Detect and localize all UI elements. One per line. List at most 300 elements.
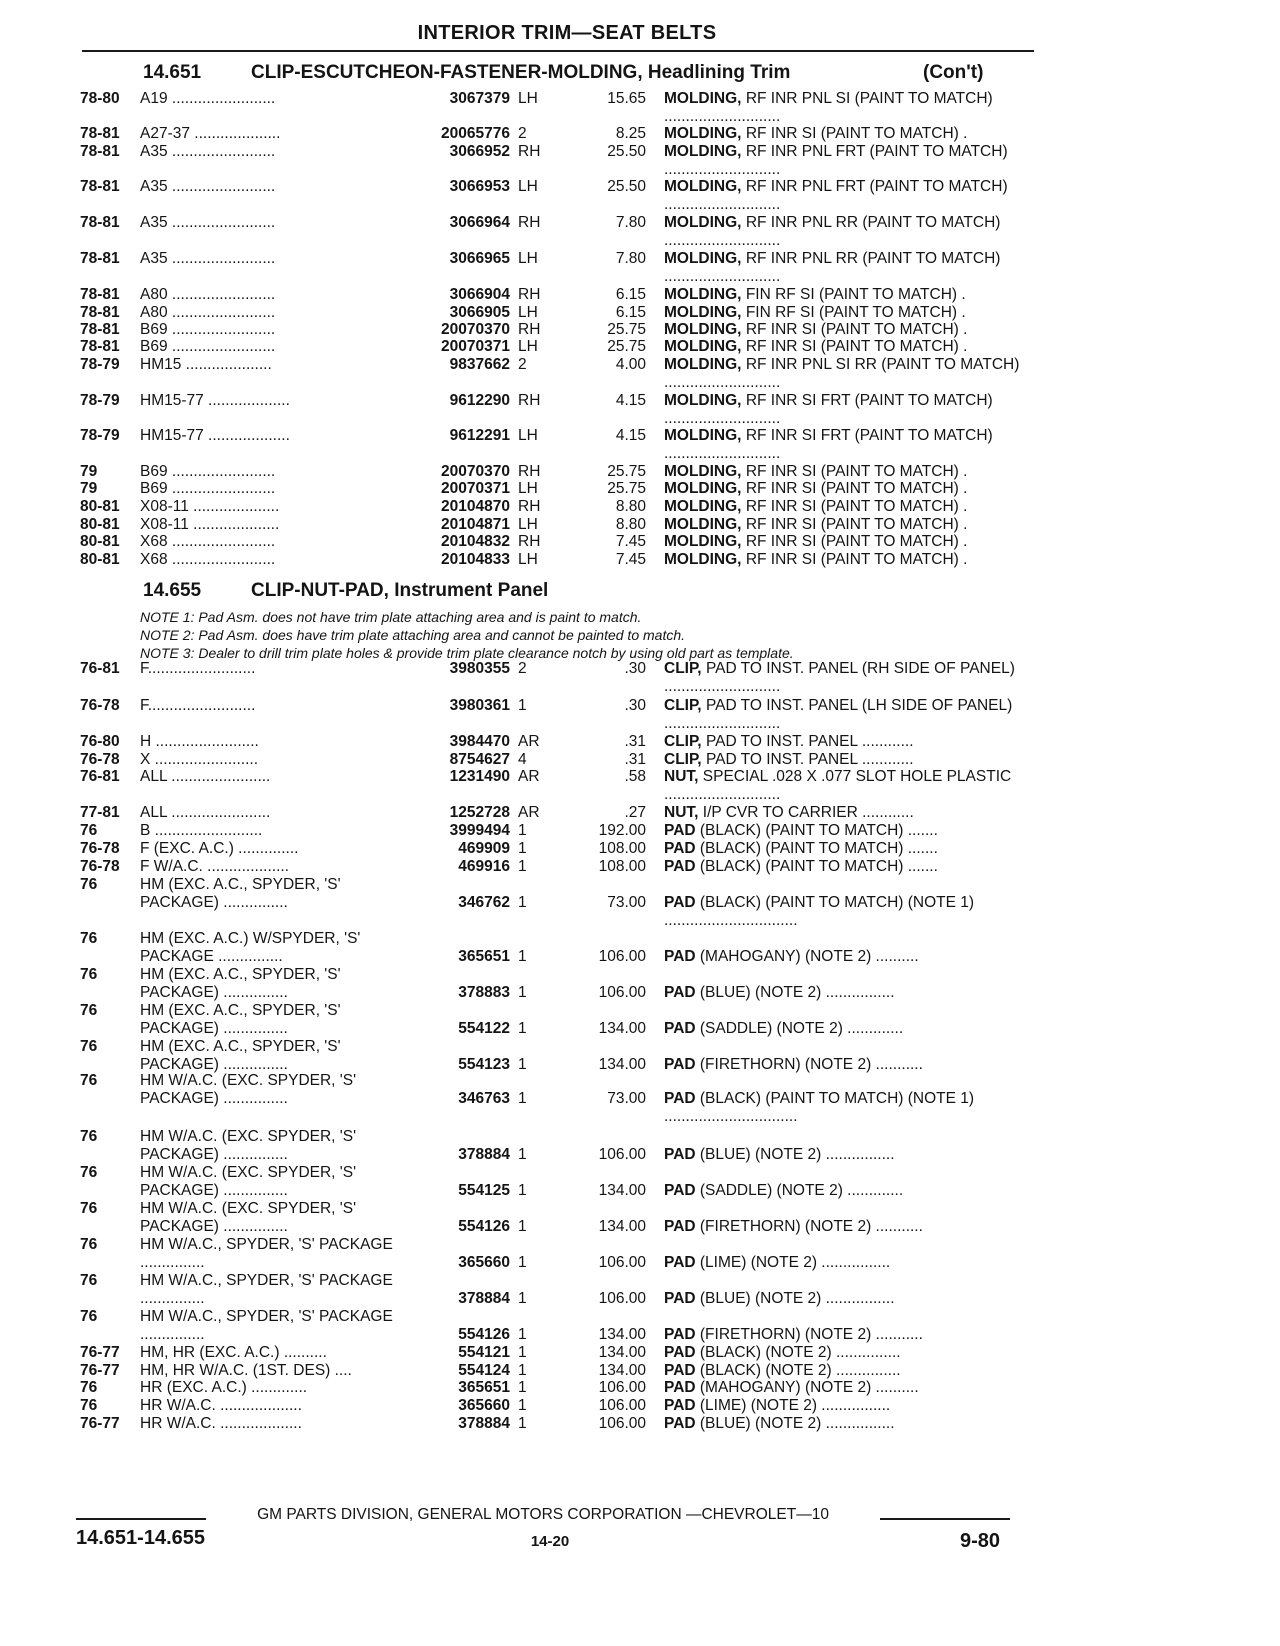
price: 8.80 xyxy=(615,516,646,533)
description-keyword: MOLDING, xyxy=(664,551,742,568)
quantity: 1 xyxy=(518,1344,527,1361)
quantity: RH xyxy=(518,286,541,303)
table-row xyxy=(0,143,1280,181)
description-text: (FIRETHORN) (NOTE 2) ........... xyxy=(699,1218,923,1235)
description xyxy=(664,304,1020,322)
description-keyword: CLIP, xyxy=(664,751,702,768)
price: 134.00 xyxy=(598,1218,646,1235)
footer-section-range: 14.651-14.655 xyxy=(76,1527,206,1549)
part-number: 3066964 xyxy=(449,214,510,231)
model-code: HR (EXC. A.C.) ............. xyxy=(140,1379,308,1396)
model-code: B69 ........................ xyxy=(140,480,276,497)
description-text: (FIRETHORN) (NOTE 2) ........... xyxy=(699,1056,923,1073)
description-text: (LIME) (NOTE 2) ................ xyxy=(699,1397,891,1414)
section-number: 14.655 xyxy=(143,580,202,601)
footer-page-number: 14-20 xyxy=(530,1533,570,1550)
description-text: RF INR SI (PAINT TO MATCH) . xyxy=(745,498,968,515)
year-range: 76-78 xyxy=(80,751,120,768)
price: .30 xyxy=(624,660,646,677)
year-range: 78-80 xyxy=(80,90,120,107)
description-text: PAD TO INST. PANEL ............ xyxy=(705,733,914,750)
description xyxy=(664,392,1020,428)
quantity: 1 xyxy=(518,948,527,965)
model-code: F (EXC. A.C.) .............. xyxy=(140,840,299,857)
year-range: 76 xyxy=(80,930,98,947)
model-code: A35 ........................ xyxy=(140,178,276,195)
description-text: (BLACK) (PAINT TO MATCH) (NOTE 1) ............................... xyxy=(664,1090,975,1125)
quantity: RH xyxy=(518,321,541,338)
description-text: (BLACK) (PAINT TO MATCH) ....... xyxy=(699,840,938,857)
continued-label: (Con't) xyxy=(923,62,984,83)
description-text: RF INR SI (PAINT TO MATCH) . xyxy=(745,533,968,550)
price: 134.00 xyxy=(598,1326,646,1343)
quantity: 1 xyxy=(518,1415,527,1432)
description xyxy=(664,1146,1020,1164)
table-row xyxy=(0,1236,1280,1274)
price: 25.75 xyxy=(607,338,646,355)
quantity: LH xyxy=(518,427,538,444)
description-text: RF INR SI FRT (PAINT TO MATCH) ........................... xyxy=(664,392,993,427)
quantity: 1 xyxy=(518,1020,527,1037)
description xyxy=(664,90,1020,126)
table-row xyxy=(0,660,1280,698)
price: 73.00 xyxy=(607,1090,646,1107)
price: .30 xyxy=(624,697,646,714)
part-number: 3980361 xyxy=(449,697,510,714)
quantity: RH xyxy=(518,498,541,515)
description-text: (BLUE) (NOTE 2) ................ xyxy=(699,1415,895,1432)
description xyxy=(664,125,1020,143)
description-text: (BLACK) (NOTE 2) ............... xyxy=(699,1362,901,1379)
quantity: 1 xyxy=(518,1379,527,1396)
description-keyword: MOLDING, xyxy=(664,463,742,480)
description xyxy=(664,1326,1020,1344)
part-number: 554122 xyxy=(458,1020,510,1037)
description xyxy=(664,948,1020,966)
year-range: 80-81 xyxy=(80,516,120,533)
part-number: 8754627 xyxy=(449,751,510,768)
price: 6.15 xyxy=(615,304,646,321)
part-number: 378884 xyxy=(458,1146,510,1163)
part-number: 3066904 xyxy=(449,286,510,303)
year-range: 76-78 xyxy=(80,858,120,875)
description-keyword: PAD xyxy=(664,1056,696,1073)
description-keyword: MOLDING, xyxy=(664,178,742,195)
model-code: HM (EXC. A.C., SPYDER, 'S' PACKAGE) ............... xyxy=(140,966,341,1001)
description-keyword: MOLDING, xyxy=(664,392,742,409)
part-number: 20065776 xyxy=(441,125,510,142)
model-code: A80 ........................ xyxy=(140,286,276,303)
year-range: 76 xyxy=(80,1002,98,1019)
description xyxy=(664,356,1020,392)
price: 106.00 xyxy=(598,1397,646,1414)
part-number: 20070371 xyxy=(441,480,510,497)
description xyxy=(664,321,1020,339)
description xyxy=(664,427,1020,463)
description xyxy=(664,143,1020,179)
quantity: 1 xyxy=(518,1146,527,1163)
quantity: RH xyxy=(518,143,541,160)
description-keyword: PAD xyxy=(664,1326,696,1343)
year-range: 76 xyxy=(80,1200,98,1217)
price: 4.00 xyxy=(615,356,646,373)
part-number: 365660 xyxy=(458,1397,510,1414)
model-code: B69 ........................ xyxy=(140,338,276,355)
table-row xyxy=(0,1272,1280,1310)
description-keyword: MOLDING, xyxy=(664,143,742,160)
price: 7.45 xyxy=(615,551,646,568)
year-range: 78-81 xyxy=(80,143,120,160)
model-code: A35 ........................ xyxy=(140,143,276,160)
model-code: A19 ........................ xyxy=(140,90,276,107)
description-keyword: CLIP, xyxy=(664,697,702,714)
quantity: 1 xyxy=(518,1090,527,1107)
part-number: 469909 xyxy=(458,840,510,857)
price: 106.00 xyxy=(598,1415,646,1432)
description-text: (BLUE) (NOTE 2) ................ xyxy=(699,1146,895,1163)
description-text: (SADDLE) (NOTE 2) ............. xyxy=(699,1182,904,1199)
description-text: RF INR PNL SI RR (PAINT TO MATCH) ........................... xyxy=(664,356,1020,391)
description-keyword: PAD xyxy=(664,1254,696,1271)
year-range: 76-81 xyxy=(80,768,120,785)
table-row xyxy=(0,90,1280,128)
part-number: 365651 xyxy=(458,1379,510,1396)
quantity: LH xyxy=(518,90,538,107)
quantity: 2 xyxy=(518,356,527,373)
year-range: 76 xyxy=(80,1236,98,1253)
part-number: 346763 xyxy=(458,1090,510,1107)
description xyxy=(664,250,1020,286)
section-number: 14.651 xyxy=(143,62,202,83)
price: 7.80 xyxy=(615,250,646,267)
table-row xyxy=(0,1002,1280,1040)
year-range: 78-81 xyxy=(80,178,120,195)
price: .31 xyxy=(624,733,646,750)
quantity: 1 xyxy=(518,1182,527,1199)
quantity: 2 xyxy=(518,125,527,142)
year-range: 76 xyxy=(80,1308,98,1325)
part-number: 3067379 xyxy=(449,90,510,107)
description xyxy=(664,551,1020,569)
description xyxy=(664,286,1020,304)
part-number: 554125 xyxy=(458,1182,510,1199)
part-number: 378884 xyxy=(458,1415,510,1432)
price: 73.00 xyxy=(607,894,646,911)
quantity: 1 xyxy=(518,1056,527,1073)
model-code: A35 ........................ xyxy=(140,214,276,231)
part-number: 9612291 xyxy=(449,427,510,444)
description xyxy=(664,822,1020,840)
quantity: 1 xyxy=(518,1397,527,1414)
description xyxy=(664,1362,1020,1380)
description xyxy=(664,858,1020,876)
quantity: RH xyxy=(518,463,541,480)
year-range: 79 xyxy=(80,463,98,480)
table-row xyxy=(0,1308,1280,1346)
part-number: 554121 xyxy=(458,1344,510,1361)
part-number: 3066952 xyxy=(449,143,510,160)
quantity: LH xyxy=(518,304,538,321)
year-range: 76 xyxy=(80,1272,98,1289)
quantity: LH xyxy=(518,480,538,497)
description-keyword: MOLDING, xyxy=(664,498,742,515)
model-code: X68 ........................ xyxy=(140,551,276,568)
description-keyword: PAD xyxy=(664,1415,696,1432)
table-row xyxy=(0,214,1280,252)
description xyxy=(664,1290,1020,1308)
footer-publisher: GM PARTS DIVISION, GENERAL MOTORS CORPORATION —CHEVROLET—10 xyxy=(257,1506,829,1523)
description xyxy=(664,840,1020,858)
model-code: HM, HR (EXC. A.C.) .......... xyxy=(140,1344,327,1361)
description xyxy=(664,1020,1020,1038)
description xyxy=(664,804,1020,822)
part-number: 3999494 xyxy=(449,822,510,839)
description-keyword: MOLDING, xyxy=(664,321,742,338)
part-number: 378883 xyxy=(458,984,510,1001)
description xyxy=(664,463,1020,481)
description-keyword: PAD xyxy=(664,1290,696,1307)
quantity: LH xyxy=(518,551,538,568)
price: 4.15 xyxy=(615,427,646,444)
section-heading-14-651 xyxy=(143,62,984,84)
model-code: F......................... xyxy=(140,697,256,714)
description-keyword: MOLDING, xyxy=(664,90,742,107)
description-text: (BLACK) (PAINT TO MATCH) ....... xyxy=(699,858,938,875)
model-code: HM W/A.C., SPYDER, 'S' PACKAGE ............... xyxy=(140,1272,393,1307)
price: 106.00 xyxy=(598,1379,646,1396)
quantity: LH xyxy=(518,338,538,355)
quantity: 1 xyxy=(518,1290,527,1307)
note-1: NOTE 1: Pad Asm. does not have trim plate attaching area and is paint to match. xyxy=(140,609,642,625)
quantity: 1 xyxy=(518,1362,527,1379)
price: 25.50 xyxy=(607,178,646,195)
description-keyword: NUT, xyxy=(664,804,699,821)
section-title: CLIP-NUT-PAD, Instrument Panel xyxy=(251,580,549,601)
model-code: A35 ........................ xyxy=(140,250,276,267)
description xyxy=(664,1379,1020,1397)
part-number: 9837662 xyxy=(449,356,510,373)
price: 106.00 xyxy=(598,1254,646,1271)
description-keyword: PAD xyxy=(664,1090,696,1107)
price: 134.00 xyxy=(598,1020,646,1037)
description xyxy=(664,984,1020,1002)
description-text: (SADDLE) (NOTE 2) ............. xyxy=(699,1020,904,1037)
quantity: 1 xyxy=(518,697,527,714)
part-number: 20104870 xyxy=(441,498,510,515)
quantity: 1 xyxy=(518,858,527,875)
description-keyword: PAD xyxy=(664,1146,696,1163)
description-text: RF INR SI (PAINT TO MATCH) . xyxy=(745,516,968,533)
section-title: CLIP-ESCUTCHEON-FASTENER-MOLDING, Headlining Trim xyxy=(251,62,791,83)
price: 7.45 xyxy=(615,533,646,550)
description-keyword: MOLDING, xyxy=(664,250,742,267)
price: 7.80 xyxy=(615,214,646,231)
table-row xyxy=(0,768,1280,806)
price: 108.00 xyxy=(598,858,646,875)
year-range: 78-79 xyxy=(80,392,120,409)
model-code: HM15 .................... xyxy=(140,356,272,373)
table-row xyxy=(0,930,1280,968)
model-code: A27-37 .................... xyxy=(140,125,281,142)
description-keyword: PAD xyxy=(664,1362,696,1379)
year-range: 76-77 xyxy=(80,1362,120,1379)
model-code: HM W/A.C. (EXC. SPYDER, 'S' PACKAGE) ............... xyxy=(140,1164,357,1199)
price: 15.65 xyxy=(607,90,646,107)
price: 134.00 xyxy=(598,1056,646,1073)
model-code: HM (EXC. A.C., SPYDER, 'S' PACKAGE) ............... xyxy=(140,1002,341,1037)
description-text: (BLACK) (PAINT TO MATCH) (NOTE 1) ............................... xyxy=(664,894,975,929)
price: 25.50 xyxy=(607,143,646,160)
part-number: 1252728 xyxy=(449,804,510,821)
part-number: 20070371 xyxy=(441,338,510,355)
quantity: RH xyxy=(518,214,541,231)
note-2: NOTE 2: Pad Asm. does have trim plate attaching area and cannot be painted to match. xyxy=(140,627,686,643)
table-row xyxy=(0,250,1280,288)
note-3: NOTE 3: Dealer to drill trim plate holes & provide trim plate clearance notch by using old part as template. xyxy=(140,645,794,661)
description-text: PAD TO INST. PANEL ............ xyxy=(705,751,914,768)
model-code: HM (EXC. A.C., SPYDER, 'S' PACKAGE) ............... xyxy=(140,1038,341,1073)
price: .58 xyxy=(624,768,646,785)
model-code: B69 ........................ xyxy=(140,321,276,338)
description xyxy=(664,178,1020,214)
quantity: AR xyxy=(518,733,540,750)
quantity: 1 xyxy=(518,984,527,1001)
quantity: LH xyxy=(518,250,538,267)
footer-rule xyxy=(76,1518,206,1520)
description-keyword: MOLDING, xyxy=(664,304,742,321)
description xyxy=(664,894,1020,930)
model-code: HR W/A.C. ................... xyxy=(140,1415,302,1432)
description-keyword: PAD xyxy=(664,1020,696,1037)
description-keyword: MOLDING, xyxy=(664,286,742,303)
model-code: H ........................ xyxy=(140,733,259,750)
description-keyword: PAD xyxy=(664,1344,696,1361)
description xyxy=(664,768,1020,804)
description-text: (BLACK) (NOTE 2) ............... xyxy=(699,1344,901,1361)
year-range: 76 xyxy=(80,822,98,839)
model-code: X ........................ xyxy=(140,751,258,768)
quantity: 1 xyxy=(518,822,527,839)
part-number: 3984470 xyxy=(449,733,510,750)
year-range: 78-81 xyxy=(80,214,120,231)
description-keyword: PAD xyxy=(664,948,696,965)
description-text: (MAHOGANY) (NOTE 2) .......... xyxy=(699,1379,919,1396)
description xyxy=(664,751,1020,769)
description-text: FIN RF SI (PAINT TO MATCH) . xyxy=(745,286,966,303)
description-text: (BLUE) (NOTE 2) ................ xyxy=(699,984,895,1001)
description xyxy=(664,697,1020,733)
price: 25.75 xyxy=(607,321,646,338)
description-text: PAD TO INST. PANEL (RH SIDE OF PANEL) ........................... xyxy=(664,660,1015,695)
year-range: 78-81 xyxy=(80,250,120,267)
year-range: 78-81 xyxy=(80,321,120,338)
year-range: 80-81 xyxy=(80,498,120,515)
description-keyword: CLIP, xyxy=(664,733,702,750)
description-keyword: MOLDING, xyxy=(664,125,742,142)
table-row xyxy=(0,966,1280,1004)
part-number: 20104832 xyxy=(441,533,510,550)
year-range: 76 xyxy=(80,876,98,893)
description-keyword: PAD xyxy=(664,1218,696,1235)
part-number: 3066965 xyxy=(449,250,510,267)
part-number: 346762 xyxy=(458,894,510,911)
description xyxy=(664,533,1020,551)
year-range: 79 xyxy=(80,480,98,497)
model-code: X08-11 .................... xyxy=(140,516,280,533)
page-title: INTERIOR TRIM—SEAT BELTS xyxy=(417,22,717,44)
table-row xyxy=(0,1200,1280,1238)
price: 6.15 xyxy=(615,286,646,303)
year-range: 76 xyxy=(80,1379,98,1396)
part-number: 554126 xyxy=(458,1326,510,1343)
table-row xyxy=(0,1415,1280,1453)
header-rule xyxy=(82,50,1034,52)
description-text: (LIME) (NOTE 2) ................ xyxy=(699,1254,891,1271)
price: 108.00 xyxy=(598,840,646,857)
description xyxy=(664,1397,1020,1415)
quantity: 1 xyxy=(518,1218,527,1235)
description-keyword: MOLDING, xyxy=(664,480,742,497)
part-number: 3980355 xyxy=(449,660,510,677)
table-row xyxy=(0,392,1280,430)
model-code: HR W/A.C. ................... xyxy=(140,1397,302,1414)
model-code: F W/A.C. ................... xyxy=(140,858,289,875)
table-row xyxy=(0,1128,1280,1166)
description-text: I/P CVR TO CARRIER ............ xyxy=(702,804,914,821)
description-keyword: PAD xyxy=(664,984,696,1001)
price: 134.00 xyxy=(598,1362,646,1379)
year-range: 76-78 xyxy=(80,840,120,857)
part-number: 554124 xyxy=(458,1362,510,1379)
description-text: PAD TO INST. PANEL (LH SIDE OF PANEL) ........................... xyxy=(664,697,1013,732)
description-keyword: PAD xyxy=(664,1379,696,1396)
description-text: RF INR SI (PAINT TO MATCH) . xyxy=(745,551,968,568)
quantity: 4 xyxy=(518,751,527,768)
part-number: 469916 xyxy=(458,858,510,875)
quantity: AR xyxy=(518,768,540,785)
part-number: 9612290 xyxy=(449,392,510,409)
description xyxy=(664,1415,1020,1433)
part-number: 365660 xyxy=(458,1254,510,1271)
part-number: 1231490 xyxy=(449,768,510,785)
year-range: 76 xyxy=(80,1397,98,1414)
description-text: (MAHOGANY) (NOTE 2) .......... xyxy=(699,948,919,965)
description-keyword: MOLDING, xyxy=(664,356,742,373)
quantity: 2 xyxy=(518,660,527,677)
model-code: ALL ....................... xyxy=(140,768,271,785)
year-range: 76-77 xyxy=(80,1344,120,1361)
part-number: 554123 xyxy=(458,1056,510,1073)
description xyxy=(664,1254,1020,1272)
table-row xyxy=(0,427,1280,465)
price: 4.15 xyxy=(615,392,646,409)
description-keyword: MOLDING, xyxy=(664,533,742,550)
description-keyword: MOLDING, xyxy=(664,338,742,355)
description-text: RF INR PNL FRT (PAINT TO MATCH) ........................... xyxy=(664,143,1008,178)
model-code: HM W/A.C., SPYDER, 'S' PACKAGE ............... xyxy=(140,1236,393,1271)
quantity: LH xyxy=(518,516,538,533)
year-range: 80-81 xyxy=(80,533,120,550)
model-code: HM15-77 ................... xyxy=(140,427,290,444)
description xyxy=(664,480,1020,498)
description-keyword: MOLDING, xyxy=(664,427,742,444)
description xyxy=(664,1218,1020,1236)
description-keyword: PAD xyxy=(664,1397,696,1414)
description-text: FIN RF SI (PAINT TO MATCH) . xyxy=(745,304,966,321)
description xyxy=(664,338,1020,356)
description-text: RF INR SI (PAINT TO MATCH) . xyxy=(745,463,968,480)
model-code: A80 ........................ xyxy=(140,304,276,321)
